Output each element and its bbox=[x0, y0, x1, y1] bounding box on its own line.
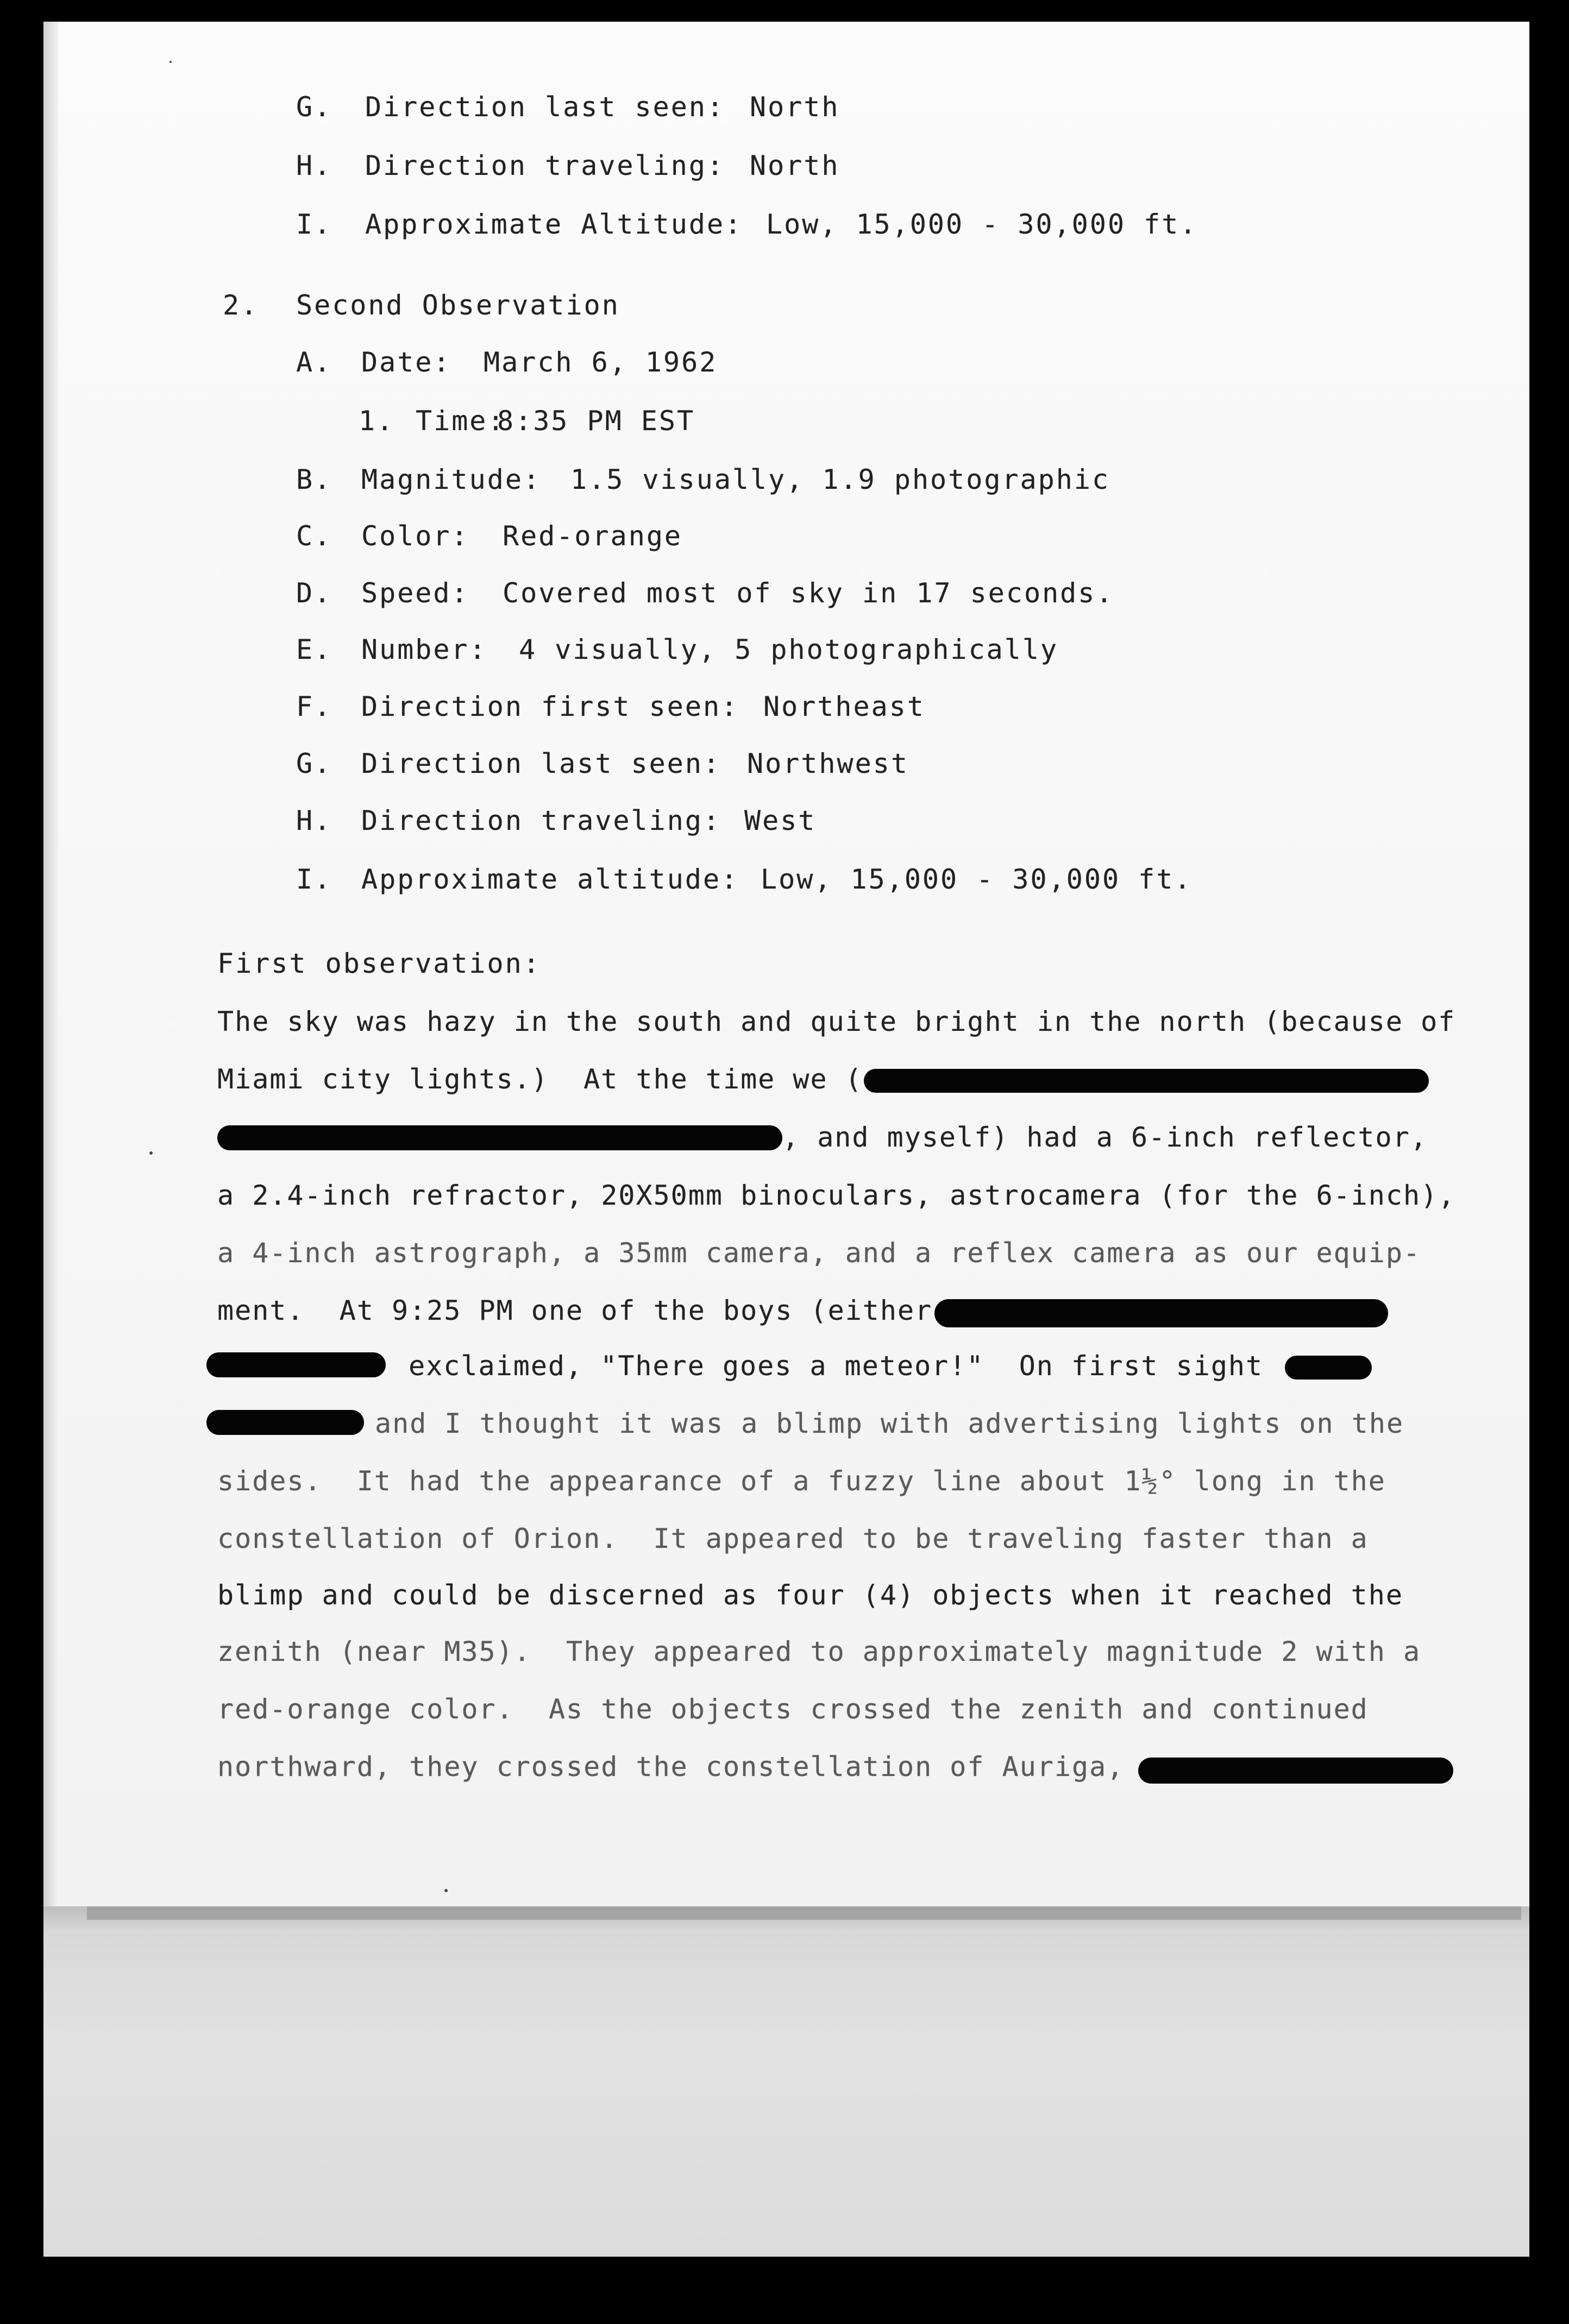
narrative-line: red-orange color. As the objects crossed the zenith and continued bbox=[217, 1693, 1369, 1725]
redaction-bar bbox=[864, 1069, 1429, 1093]
narrative-line: ment. At 9:25 PM one of the boys (either bbox=[217, 1295, 933, 1326]
item-value: 1.5 visually, 1.9 photographic bbox=[570, 464, 1110, 495]
dust-speck bbox=[444, 1889, 448, 1892]
narrative-line: blimp and could be discerned as four (4) objects when it reached the bbox=[217, 1579, 1403, 1611]
section-heading: Second Observation bbox=[296, 289, 620, 321]
item-letter: D. bbox=[296, 577, 332, 609]
dust-speck bbox=[170, 61, 172, 63]
narrative-line: Miami city lights.) At the time we ( bbox=[217, 1063, 863, 1095]
item-value: North bbox=[750, 91, 840, 123]
item-value: 4 visually, 5 photographically bbox=[519, 634, 1059, 665]
item-letter: C. bbox=[296, 520, 332, 552]
item-label: Direction traveling: bbox=[365, 150, 725, 181]
item-letter: I. bbox=[296, 209, 332, 240]
item-label: Direction last seen: bbox=[365, 91, 725, 123]
item-value: North bbox=[750, 150, 840, 181]
item-value: Covered most of sky in 17 seconds. bbox=[503, 577, 1114, 609]
redaction-bar bbox=[1285, 1356, 1372, 1380]
sub-item-number: 1. bbox=[359, 405, 395, 437]
item-value: March 6, 1962 bbox=[484, 347, 718, 378]
redaction-bar bbox=[206, 1410, 364, 1435]
item-label: Direction first seen: bbox=[361, 691, 739, 722]
item-label: Magnitude: bbox=[361, 464, 542, 495]
underlying-sheet bbox=[43, 1904, 1529, 2257]
item-value: 8:35 PM EST bbox=[497, 405, 695, 437]
narrative-heading: First observation: bbox=[217, 948, 541, 979]
redaction-bar bbox=[206, 1352, 386, 1377]
item-value: Low, 15,000 - 30,000 ft. bbox=[766, 209, 1198, 240]
item-label: Time: bbox=[416, 405, 506, 437]
narrative-line: , and myself) had a 6-inch reflector, bbox=[782, 1122, 1428, 1153]
item-value: Low, 15,000 - 30,000 ft. bbox=[761, 864, 1193, 895]
narrative-line: a 2.4-inch refractor, 20X50mm binoculars, astrocamera (for the 6-inch), bbox=[217, 1180, 1456, 1211]
item-letter: B. bbox=[296, 464, 332, 495]
item-value: West bbox=[744, 805, 817, 836]
redaction-bar bbox=[1138, 1758, 1453, 1784]
dust-speck bbox=[149, 1151, 153, 1155]
narrative-line: exclaimed, "There goes a meteor!" On first sight bbox=[391, 1350, 1264, 1382]
item-letter: E. bbox=[296, 634, 332, 665]
narrative-line: and I thought it was a blimp with advertising lights on the bbox=[375, 1408, 1404, 1439]
item-value: Red-orange bbox=[503, 520, 683, 552]
item-letter: F. bbox=[296, 691, 332, 722]
item-label: Direction last seen: bbox=[361, 748, 721, 779]
item-label: Approximate altitude: bbox=[361, 864, 739, 895]
item-label: Direction traveling: bbox=[361, 805, 721, 836]
item-letter: H. bbox=[296, 805, 332, 836]
item-letter: G. bbox=[296, 91, 332, 123]
redaction-bar bbox=[934, 1299, 1388, 1327]
section-number: 2. bbox=[223, 289, 259, 321]
narrative-line: a 4-inch astrograph, a 35mm camera, and a reflex camera as our equip- bbox=[217, 1237, 1421, 1269]
narrative-line: constellation of Orion. It appeared to be traveling faster than a bbox=[217, 1523, 1369, 1554]
narrative-line: northward, they crossed the constellation of Auriga, bbox=[217, 1751, 1125, 1783]
item-value: Northwest bbox=[747, 748, 909, 779]
item-value: Northeast bbox=[763, 691, 925, 722]
narrative-line: sides. It had the appearance of a fuzzy line about 1½° long in the bbox=[217, 1465, 1386, 1497]
narrative-line: The sky was hazy in the south and quite bright in the north (because of bbox=[217, 1006, 1456, 1037]
item-label: Color: bbox=[361, 520, 469, 552]
item-label: Speed: bbox=[361, 577, 469, 609]
item-letter: I. bbox=[296, 864, 332, 895]
item-letter: A. bbox=[296, 347, 332, 378]
item-label: Number: bbox=[361, 634, 487, 665]
narrative-line: zenith (near M35). They appeared to approximately magnitude 2 with a bbox=[217, 1636, 1421, 1667]
page-edge bbox=[43, 22, 59, 1906]
item-label: Approximate Altitude: bbox=[365, 209, 743, 240]
item-letter: G. bbox=[296, 748, 332, 779]
item-letter: H. bbox=[296, 150, 332, 181]
item-label: Date: bbox=[361, 347, 451, 378]
redaction-bar bbox=[217, 1125, 782, 1150]
